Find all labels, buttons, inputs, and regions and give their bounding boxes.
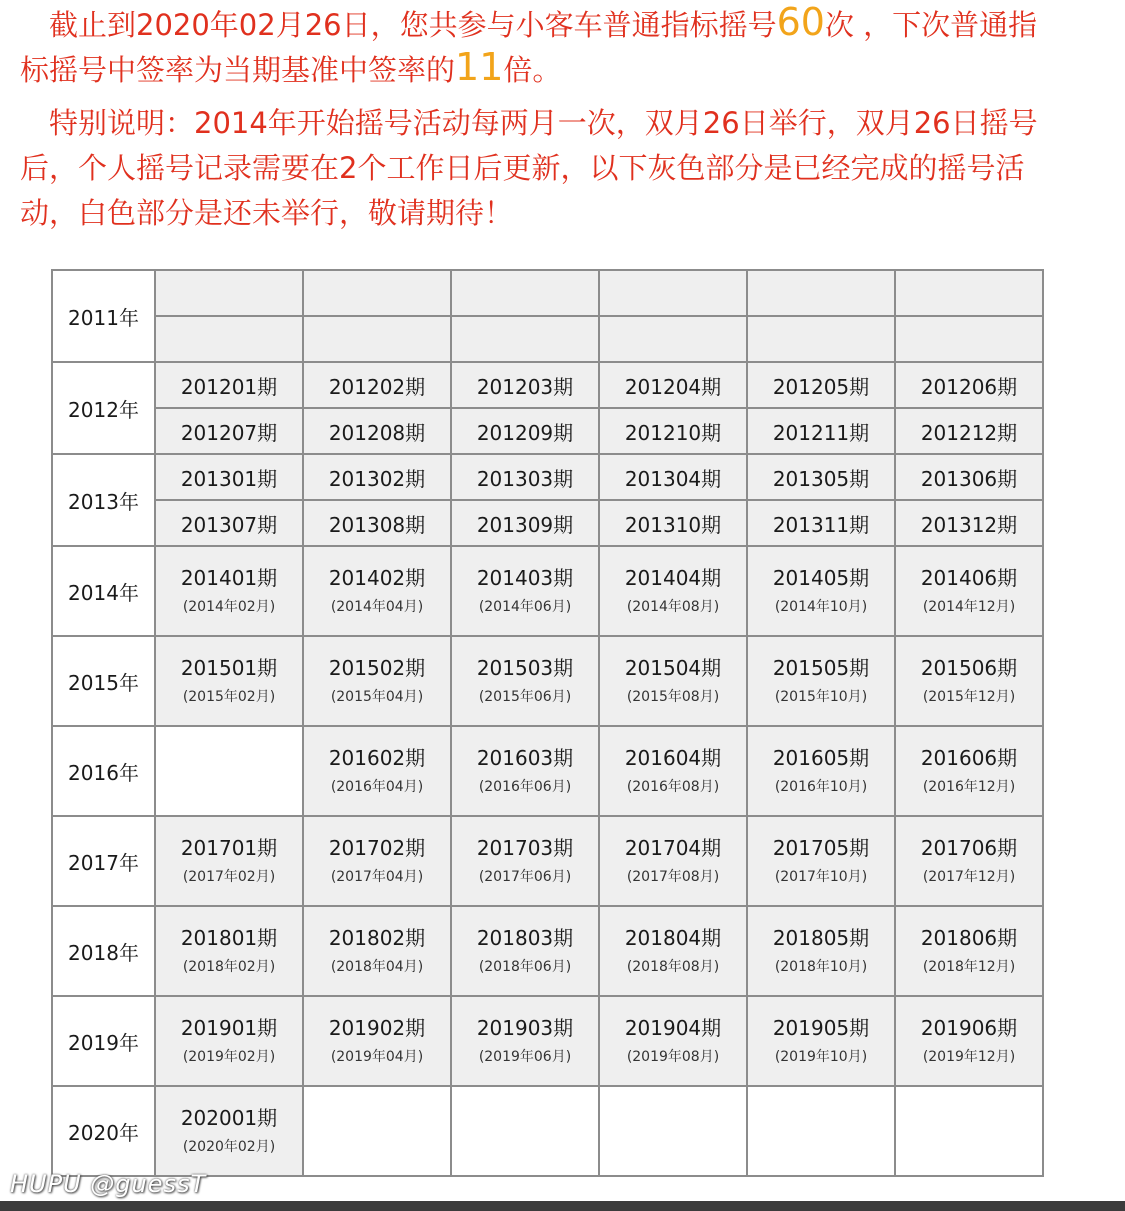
table-row-2013b: [52, 500, 1043, 546]
table-row-2020: [52, 1086, 1043, 1176]
period-cell: [747, 270, 895, 316]
period-date: (2020年02月): [182, 1139, 276, 1155]
period-number: 201504期: [624, 656, 722, 680]
watermark-text: HUPU @guessT: [10, 1170, 207, 1198]
period-date: (2015年10月): [774, 689, 868, 705]
year-label-2012: 2012年: [52, 362, 155, 454]
period-cell: 201206期: [895, 362, 1043, 408]
period-cell-pending: [895, 1086, 1043, 1176]
period-cell: [747, 726, 895, 816]
year-label-2014: 2014年: [52, 546, 155, 636]
period-cell: 201203期: [451, 362, 599, 408]
period-cell: 201309期: [451, 500, 599, 546]
period-number: 201803期: [476, 926, 574, 950]
intro-rate-text: 标摇号中签率为当期基准中签率的: [20, 53, 456, 87]
period-date: (2016年06月): [478, 779, 572, 795]
period-number: 201906期: [920, 1016, 1018, 1040]
period-cell: 201310期: [599, 500, 747, 546]
period-number: 201701期: [180, 836, 278, 860]
period-date: (2014年12月): [922, 599, 1016, 615]
intro-text: [20, 0, 1125, 236]
period-date: (2016年04月): [330, 779, 424, 795]
period-date: (2017年02月): [182, 869, 276, 885]
period-date: (2014年04月): [330, 599, 424, 615]
period-date: (2019年12月): [922, 1049, 1016, 1065]
period-cell: [895, 636, 1043, 726]
period-number: 201406期: [920, 566, 1018, 590]
table-row-2018: [52, 906, 1043, 996]
period-number: 201804期: [624, 926, 722, 950]
table-row-2013: [52, 454, 1043, 500]
period-date: (2018年04月): [330, 959, 424, 975]
period-cell-pending: [451, 1086, 599, 1176]
note-line-2: 后，个人摇号记录需要在2个工作日后更新，以下灰色部分是已经完成的摇号活: [20, 151, 1025, 185]
lottery-history-table: [51, 269, 1044, 1177]
period-cell: [451, 546, 599, 636]
period-number: 201706期: [920, 836, 1018, 860]
period-cell-pending: [303, 1086, 451, 1176]
period-cell: [599, 270, 747, 316]
period-cell: 201312期: [895, 500, 1043, 546]
period-cell: [303, 316, 451, 362]
period-cell: [155, 270, 303, 316]
period-number: 201505期: [772, 656, 870, 680]
period-cell: [747, 996, 895, 1086]
period-cell: [599, 996, 747, 1086]
period-cell: [895, 726, 1043, 816]
period-number: 201606期: [920, 746, 1018, 770]
period-cell: [303, 906, 451, 996]
period-date: (2017年06月): [478, 869, 572, 885]
period-cell: [747, 546, 895, 636]
bottom-bar: [0, 1201, 1125, 1211]
period-cell: [451, 316, 599, 362]
period-number: 201902期: [328, 1016, 426, 1040]
period-number: 201904期: [624, 1016, 722, 1040]
period-cell: [895, 546, 1043, 636]
period-cell: 201211期: [747, 408, 895, 454]
period-date: (2019年08月): [626, 1049, 720, 1065]
period-number: 201605期: [772, 746, 870, 770]
period-number: 201801期: [180, 926, 278, 950]
table-row-2011b: [52, 316, 1043, 362]
period-cell-pending: [599, 1086, 747, 1176]
period-cell: [747, 636, 895, 726]
period-date: (2015年12月): [922, 689, 1016, 705]
period-cell: [303, 636, 451, 726]
period-cell: 201201期: [155, 362, 303, 408]
period-date: (2014年02月): [182, 599, 276, 615]
period-cell: 201302期: [303, 454, 451, 500]
period-number: 201604期: [624, 746, 722, 770]
table-row-2012: [52, 362, 1043, 408]
period-date: (2016年12月): [922, 779, 1016, 795]
period-number: 201802期: [328, 926, 426, 950]
table-row-2015: [52, 636, 1043, 726]
year-label-2016: 2016年: [52, 726, 155, 816]
period-cell: [599, 316, 747, 362]
period-cell: 201308期: [303, 500, 451, 546]
period-date: (2015年08月): [626, 689, 720, 705]
period-cell: 201301期: [155, 454, 303, 500]
table-row-2019: [52, 996, 1043, 1086]
intro-times-text: 倍。: [503, 53, 562, 87]
period-number: 201503期: [476, 656, 574, 680]
period-cell: [451, 996, 599, 1086]
year-label-2018: 2018年: [52, 906, 155, 996]
year-label-2019: 2019年: [52, 996, 155, 1086]
period-cell: [303, 546, 451, 636]
period-number: 201506期: [920, 656, 1018, 680]
period-cell: [747, 906, 895, 996]
period-cell: 201307期: [155, 500, 303, 546]
period-date: (2016年10月): [774, 779, 868, 795]
period-cell: [895, 270, 1043, 316]
period-number: 201805期: [772, 926, 870, 950]
period-cell-empty: [155, 726, 303, 816]
period-date: (2018年02月): [182, 959, 276, 975]
table-row-2011: [52, 270, 1043, 316]
period-cell: [451, 270, 599, 316]
period-cell: 201209期: [451, 408, 599, 454]
period-number: 201405期: [772, 566, 870, 590]
period-cell: [451, 906, 599, 996]
period-cell: [155, 316, 303, 362]
period-cell: 201204期: [599, 362, 747, 408]
period-number: 201901期: [180, 1016, 278, 1040]
period-cell: [599, 906, 747, 996]
intro-next-text: 次 ，下次普通指: [824, 8, 1038, 42]
period-number: 201705期: [772, 836, 870, 860]
period-date: (2019年06月): [478, 1049, 572, 1065]
period-date: (2017年12月): [922, 869, 1016, 885]
period-date: (2014年10月): [774, 599, 868, 615]
year-label-2015: 2015年: [52, 636, 155, 726]
period-date: (2019年04月): [330, 1049, 424, 1065]
period-cell: [303, 996, 451, 1086]
period-date: (2015年04月): [330, 689, 424, 705]
period-number: 201502期: [328, 656, 426, 680]
multiplier-value: 11: [455, 45, 504, 89]
period-date: (2015年02月): [182, 689, 276, 705]
table-row-2017: [52, 816, 1043, 906]
period-cell-pending: [747, 1086, 895, 1176]
period-cell: [451, 636, 599, 726]
year-label-2011: 2011年: [52, 270, 155, 362]
period-number: 201703期: [476, 836, 574, 860]
table-row-2016: [52, 726, 1043, 816]
period-cell: [895, 316, 1043, 362]
period-date: (2019年10月): [774, 1049, 868, 1065]
period-cell: [747, 816, 895, 906]
period-cell: [155, 636, 303, 726]
participation-count: 60: [776, 0, 825, 44]
intro-line-1: [20, 0, 1125, 45]
period-cell: [599, 546, 747, 636]
period-date: (2014年08月): [626, 599, 720, 615]
period-date: (2018年12月): [922, 959, 1016, 975]
period-date: (2017年10月): [774, 869, 868, 885]
period-cell: [303, 726, 451, 816]
period-cell: 201311期: [747, 500, 895, 546]
period-cell: 201202期: [303, 362, 451, 408]
period-number: 201905期: [772, 1016, 870, 1040]
period-number: 202001期: [180, 1106, 278, 1130]
period-cell: 201205期: [747, 362, 895, 408]
period-cell: 201305期: [747, 454, 895, 500]
year-label-2020: 2020年: [52, 1086, 155, 1176]
period-cell: [155, 906, 303, 996]
note-line-1: 特别说明：2014年开始摇号活动每两月一次，双月26日举行，双月26日摇号: [20, 106, 1038, 140]
period-date: (2018年10月): [774, 959, 868, 975]
period-number: 201603期: [476, 746, 574, 770]
period-date: (2017年08月): [626, 869, 720, 885]
year-label-2013: 2013年: [52, 454, 155, 546]
period-cell: 201210期: [599, 408, 747, 454]
table-row-2012b: [52, 408, 1043, 454]
period-number: 201403期: [476, 566, 574, 590]
period-number: 201402期: [328, 566, 426, 590]
period-cell: 201306期: [895, 454, 1043, 500]
period-date: (2018年08月): [626, 959, 720, 975]
period-cell: [303, 816, 451, 906]
period-cell: [599, 816, 747, 906]
period-number: 201501期: [180, 656, 278, 680]
period-cell: [451, 726, 599, 816]
period-cell: [895, 996, 1043, 1086]
period-cell: [155, 996, 303, 1086]
period-cell: [895, 816, 1043, 906]
period-cell: 201304期: [599, 454, 747, 500]
period-number: 201602期: [328, 746, 426, 770]
year-label-2017: 2017年: [52, 816, 155, 906]
period-cell: [155, 1086, 303, 1176]
period-cell: 201207期: [155, 408, 303, 454]
period-cell: 201208期: [303, 408, 451, 454]
period-cell: [599, 636, 747, 726]
period-cell: [155, 816, 303, 906]
period-number: 201806期: [920, 926, 1018, 950]
period-cell: 201303期: [451, 454, 599, 500]
period-cell: [747, 316, 895, 362]
period-cell: [895, 906, 1043, 996]
period-cell: [599, 726, 747, 816]
intro-cutoff-text: 截止到2020年02月26日，您共参与小客车普通指标摇号: [20, 8, 777, 42]
period-date: (2014年06月): [478, 599, 572, 615]
period-cell: [303, 270, 451, 316]
period-date: (2015年06月): [478, 689, 572, 705]
period-date: (2019年02月): [182, 1049, 276, 1065]
period-number: 201401期: [180, 566, 278, 590]
period-cell: 201212期: [895, 408, 1043, 454]
period-date: (2017年04月): [330, 869, 424, 885]
period-cell: [155, 546, 303, 636]
period-date: (2016年08月): [626, 779, 720, 795]
note-line-3: 动，白色部分是还未举行，敬请期待！: [20, 196, 514, 230]
period-number: 201903期: [476, 1016, 574, 1040]
period-number: 201704期: [624, 836, 722, 860]
period-cell: [451, 816, 599, 906]
table-row-2014: [52, 546, 1043, 636]
period-date: (2018年06月): [478, 959, 572, 975]
period-number: 201404期: [624, 566, 722, 590]
period-number: 201702期: [328, 836, 426, 860]
intro-line-2: [20, 45, 1125, 90]
